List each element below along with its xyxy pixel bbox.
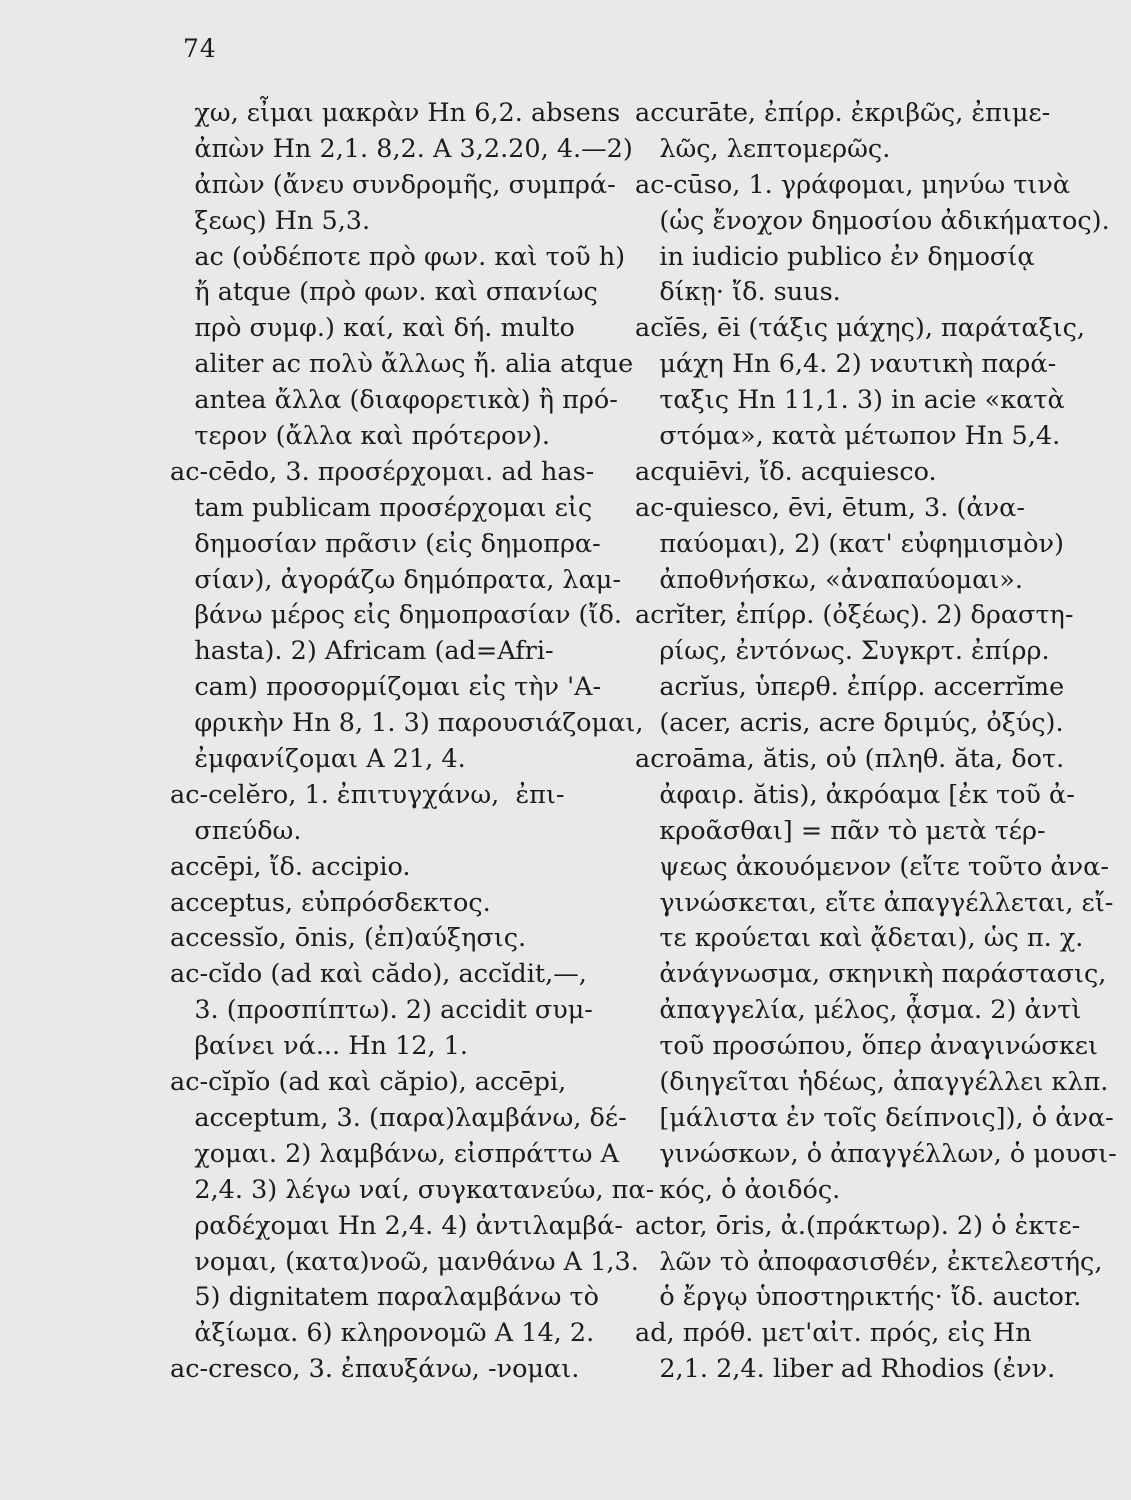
dictionary-line: βάνω μέρος εἰς δημοπρασίαν (ἴδ. (170, 600, 622, 631)
dictionary-line: ἀπαγγελία, μέλος, ᾆσμα. 2) ἀντὶ (635, 995, 1082, 1026)
dictionary-line: κροᾶσθαι] = πᾶν τὸ μετὰ τέρ- (635, 815, 1046, 846)
dictionary-line: ac-cūso, 1. γράφομαι, μηνύω τινὰ (635, 169, 1071, 200)
dictionary-line: ψεως ἀκουόμενον (εἴτε τοῦτο ἀνα- (635, 851, 1109, 882)
dictionary-line: ὁ ἔργῳ ὑποστηρικτής· ἴδ. auctor. (635, 1282, 1082, 1313)
dictionary-line: ac-celĕro, 1. ἐπιτυγχάνω, ἐπι- (170, 779, 565, 810)
dictionary-line: ac (οὐδέποτε πρὸ φων. καὶ τοῦ h) (170, 241, 626, 272)
dictionary-line: ταξις Hn 11,1. 3) in acie «κατὰ (635, 385, 1065, 416)
right-column (635, 96, 1117, 1388)
dictionary-line: accēpi, ἴδ. accipio. (170, 851, 411, 882)
dictionary-line: ἀνάγνωσμα, σκηνικὴ παράστασις, (635, 959, 1107, 990)
dictionary-line: γινώσκεται, εἴτε ἀπαγγέλλεται, εἴ- (635, 887, 1114, 918)
dictionary-line: λῶς, λεπτομερῶς. (635, 133, 891, 164)
dictionary-line: 2,4. 3) λέγω ναί, συγκατανεύω, πα- (170, 1174, 655, 1205)
dictionary-line: παύομαι), 2) (κατ' εὐφημισμὸν) (635, 528, 1064, 559)
dictionary-line: antea ἄλλα (διαφορετικὰ) ἢ πρό- (170, 385, 618, 416)
dictionary-line: (acer, acris, acre δριμύς, ὀξύς). (635, 708, 1064, 739)
dictionary-line: accurāte, ἐπίρρ. ἐκριβῶς, ἐπιμε- (635, 98, 1051, 128)
left-column (170, 96, 655, 1388)
dictionary-line: πρὸ συμφ.) καί, καὶ δή. multo (170, 313, 575, 344)
dictionary-line: ac-cĭdo (ad καὶ cădo), accĭdit,—, (170, 959, 587, 990)
dictionary-line: acquiēvi, ἴδ. acquiesco. (635, 456, 937, 487)
dictionary-line: σίαν), ἀγοράζω δημόπρατα, λαμ- (170, 564, 621, 595)
dictionary-line: ac-cēdo, 3. προσέρχομαι. ad has- (170, 456, 595, 487)
dictionary-line: ἐμφανίζομαι A 21, 4. (170, 744, 466, 775)
dictionary-line: [μάλιστα ἐν τοῖς δείπνοις]), ὁ ἀνα- (635, 1102, 1114, 1133)
dictionary-line: ac-cĭpĭo (ad καὶ căpio), accēpi, (170, 1067, 567, 1098)
dictionary-line: tam publicam προσέρχομαι εἰς (170, 492, 593, 523)
dictionary-line: ἀπὼν Hn 2,1. 8,2. A 3,2.20, 4.—2) (170, 133, 633, 164)
dictionary-line: ἀξίωμα. 6) κληρονομῶ A 14, 2. (170, 1318, 595, 1349)
dictionary-line: φρικὴν Hn 8, 1. 3) παρουσιάζομαι, (170, 708, 644, 739)
dictionary-line: (ὡς ἔνοχον δημοσίου ἀδικήματος). (635, 205, 1110, 236)
dictionary-line: τοῦ προσώπου, ὅπερ ἀναγινώσκει (635, 1031, 1098, 1062)
dictionary-line: στόμα», κατὰ μέτωπον Hn 5,4. (635, 421, 1061, 452)
dictionary-line: χομαι. 2) λαμβάνω, εἰσπράττω A (170, 1138, 619, 1169)
dictionary-line: τε κρούεται καὶ ᾄδεται), ὡς π. χ. (635, 923, 1084, 954)
dictionary-line: μάχη Hn 6,4. 2) ναυτικὴ παρά- (635, 349, 1057, 380)
dictionary-line: ac-quiesco, ēvi, ētum, 3. (ἀνα- (635, 492, 1025, 523)
dictionary-line: ad, πρόθ. μετ'αἰτ. πρός, εἰς Hn (635, 1318, 1032, 1349)
dictionary-line: acceptum, 3. (παρα)λαμβάνω, δέ- (170, 1102, 627, 1133)
dictionary-line: ρίως, ἐντόνως. Συγκρτ. ἐπίρρ. (635, 636, 1050, 667)
dictionary-line: λῶν τὸ ἀποφασισθέν, ἐκτελεστής, (635, 1246, 1103, 1277)
dictionary-line: τερον (ἄλλα καὶ πρότερον). (170, 421, 550, 452)
dictionary-line: δημοσίαν πρᾶσιν (εἰς δημοπρα- (170, 528, 601, 559)
dictionary-line: aliter ac πολὺ ἄλλως ἤ. alia atque (170, 349, 634, 380)
dictionary-line: ac-cresco, 3. ἐπαυξάνω, -νομαι. (170, 1354, 580, 1385)
page-number: 74 (183, 34, 217, 63)
dictionary-line: δίκῃ· ἴδ. suus. (635, 277, 841, 308)
dictionary-line: accessĭo, ōnis, (ἐπ)αύξησις. (170, 923, 527, 954)
dictionary-line: cam) προσορμίζομαι εἰς τὴν 'Α- (170, 672, 602, 703)
dictionary-line: acceptus, εὐπρόσδεκτος. (170, 887, 491, 918)
dictionary-line: 2,1. 2,4. liber ad Rhodios (ἐνν. (635, 1354, 1056, 1385)
dictionary-line: ξεως) Hn 5,3. (170, 205, 371, 236)
dictionary-line: 3. (προσπίπτω). 2) accidit συμ- (170, 995, 593, 1026)
dictionary-line: acĭēs, ēi (τάξις μάχης), παράταξις, (635, 313, 1085, 344)
dictionary-line: acrĭus, ὑπερθ. ἐπίρρ. accerrĭme (635, 672, 1065, 703)
dictionary-line: χω, εἶμαι μακρὰν Hn 6,2. absens (170, 98, 621, 128)
dictionary-line: ραδέχομαι Hn 2,4. 4) ἀντιλαμβά- (170, 1210, 623, 1241)
dictionary-line: ἀποθνήσκω, «ἀναπαύομαι». (635, 564, 1024, 595)
dictionary-line: νομαι, (κατα)νοῶ, μανθάνω A 1,3. (170, 1246, 639, 1277)
dictionary-line: βαίνει νά... Hn 12, 1. (170, 1031, 468, 1062)
dictionary-line: κός, ὁ ἀοιδός. (635, 1174, 841, 1205)
dictionary-line: acroāma, ătis, οὐ (πληθ. ăta, δοτ. (635, 744, 1065, 775)
dictionary-line: (διηγεῖται ἡδέως, ἀπαγγέλλει κλπ. (635, 1067, 1109, 1098)
dictionary-line: γινώσκων, ὁ ἀπαγγέλλων, ὁ μουσι- (635, 1138, 1117, 1169)
dictionary-line: 5) dignitatem παραλαμβάνω τὸ (170, 1282, 600, 1313)
dictionary-line: σπεύδω. (170, 815, 302, 846)
dictionary-line: in iudicio publico ἐν δημοσίᾳ (635, 241, 1035, 272)
dictionary-line: hasta). 2) Africam (ad=Afri- (170, 636, 554, 667)
dictionary-line: acrĭter, ἐπίρρ. (ὀξέως). 2) δραστη- (635, 600, 1074, 631)
dictionary-line: ἤ atque (πρὸ φων. καὶ σπανίως (170, 277, 598, 308)
dictionary-line: actor, ōris, ἀ.(πράκτωρ). 2) ὁ ἐκτε- (635, 1210, 1081, 1241)
dictionary-line: ἀφαιρ. ătis), ἀκρόαμα [ἐκ τοῦ ἀ- (635, 779, 1075, 810)
dictionary-line: ἀπὼν (ἄνευ συνδρομῆς, συμπρά- (170, 169, 616, 200)
